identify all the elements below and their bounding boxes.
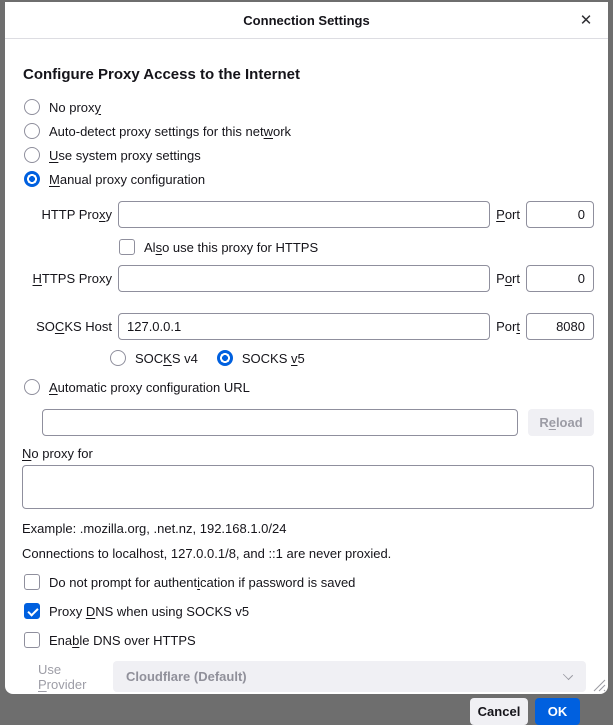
radio-no-proxy[interactable] [24, 95, 594, 119]
reload-button[interactable]: R e load [528, 409, 594, 436]
checkbox-checked-icon [24, 603, 40, 619]
http-proxy-label: HTTP Proxy [41, 207, 112, 222]
checkbox-label: Proxy DNS when using SOCKS v5 [49, 603, 250, 619]
titlebar [5, 2, 608, 39]
checkbox-label: Also use this proxy for HTTPS [144, 239, 319, 255]
localhost-note-text: Connections to localhost, 127.0.0.1/8, and ::1 are never proxied. [22, 546, 392, 561]
dns-provider-value: Cloudflare (Default) [126, 669, 247, 684]
chevron-down-icon [563, 670, 573, 680]
auto-url-row [22, 409, 594, 436]
cancel-button[interactable]: Cancel [470, 698, 528, 725]
auto-url-input[interactable] [42, 409, 518, 436]
dialog-content [5, 66, 608, 725]
radio-use-system[interactable] [24, 143, 594, 167]
ok-button[interactable]: OK [535, 698, 580, 725]
checkbox-label: Do not prompt for authentication if password is saved [49, 574, 356, 590]
radio-icon [24, 99, 40, 115]
socks-version-row [108, 350, 594, 366]
radio-manual-proxy[interactable] [24, 167, 594, 191]
checkbox-icon [24, 632, 40, 648]
socks-host-label: SOCKS Host [36, 319, 112, 334]
radio-label: SOCKS v5 [241, 350, 305, 366]
radio-icon [110, 350, 126, 366]
radio-icon-selected [217, 350, 233, 366]
socks-port-input[interactable] [526, 313, 594, 340]
radio-label: Auto-detect proxy settings for this network [49, 123, 292, 139]
no-prompt-auth-checkbox-row[interactable] [24, 574, 594, 590]
radio-socks-v4[interactable] [110, 350, 198, 366]
socks-port-label: Port [496, 319, 520, 334]
socks-host-row [22, 313, 594, 340]
radio-auto-url[interactable] [24, 375, 594, 399]
socks-host-input[interactable] [118, 313, 490, 340]
http-port-input[interactable] [526, 201, 594, 228]
https-proxy-label: HTTPS Proxy [32, 271, 112, 286]
radio-label: Manual proxy configuration [49, 171, 206, 187]
connection-settings-dialog [5, 2, 608, 719]
close-icon[interactable]: ✕ [579, 12, 593, 29]
options-checkbox-group [22, 574, 594, 648]
http-proxy-input[interactable] [118, 201, 490, 228]
dialog-footer [22, 698, 580, 725]
https-port-label: Port [496, 271, 520, 286]
dns-provider-dropdown[interactable] [113, 661, 586, 692]
radio-label: Automatic proxy configuration URL [49, 379, 250, 395]
no-proxy-example-text: Example: .mozilla.org, .net.nz, 192.168.1.0/24 [22, 521, 287, 536]
radio-icon [24, 379, 40, 395]
also-https-checkbox-row[interactable] [119, 239, 594, 255]
page-title: Configure Proxy Access to the Internet [23, 66, 301, 83]
no-proxy-for-label: No proxy for [22, 446, 93, 461]
checkbox-icon [119, 239, 135, 255]
radio-label: SOCKS v4 [135, 350, 198, 366]
radio-icon [24, 147, 40, 163]
radio-label: No proxy [49, 99, 102, 115]
radio-icon-selected [24, 171, 40, 187]
radio-icon [24, 123, 40, 139]
dns-over-https-checkbox-row[interactable] [24, 632, 594, 648]
http-port-label: Port [496, 207, 520, 222]
radio-socks-v5[interactable] [217, 350, 305, 366]
http-proxy-row [22, 201, 594, 228]
https-proxy-row [22, 265, 594, 292]
checkbox-label: Enable DNS over HTTPS [49, 632, 196, 648]
resize-grip[interactable] [593, 679, 606, 692]
https-proxy-input[interactable] [118, 265, 490, 292]
https-port-input[interactable] [526, 265, 594, 292]
checkbox-icon [24, 574, 40, 590]
no-proxy-for-textarea[interactable] [22, 465, 594, 509]
radio-label: Use system proxy settings [49, 147, 201, 163]
dialog-title: Connection Settings [243, 12, 370, 28]
radio-auto-detect[interactable] [24, 119, 594, 143]
use-provider-label: Use Provider [38, 661, 87, 692]
proxy-dns-checkbox-row[interactable] [24, 603, 594, 619]
dns-provider-row [38, 661, 586, 692]
